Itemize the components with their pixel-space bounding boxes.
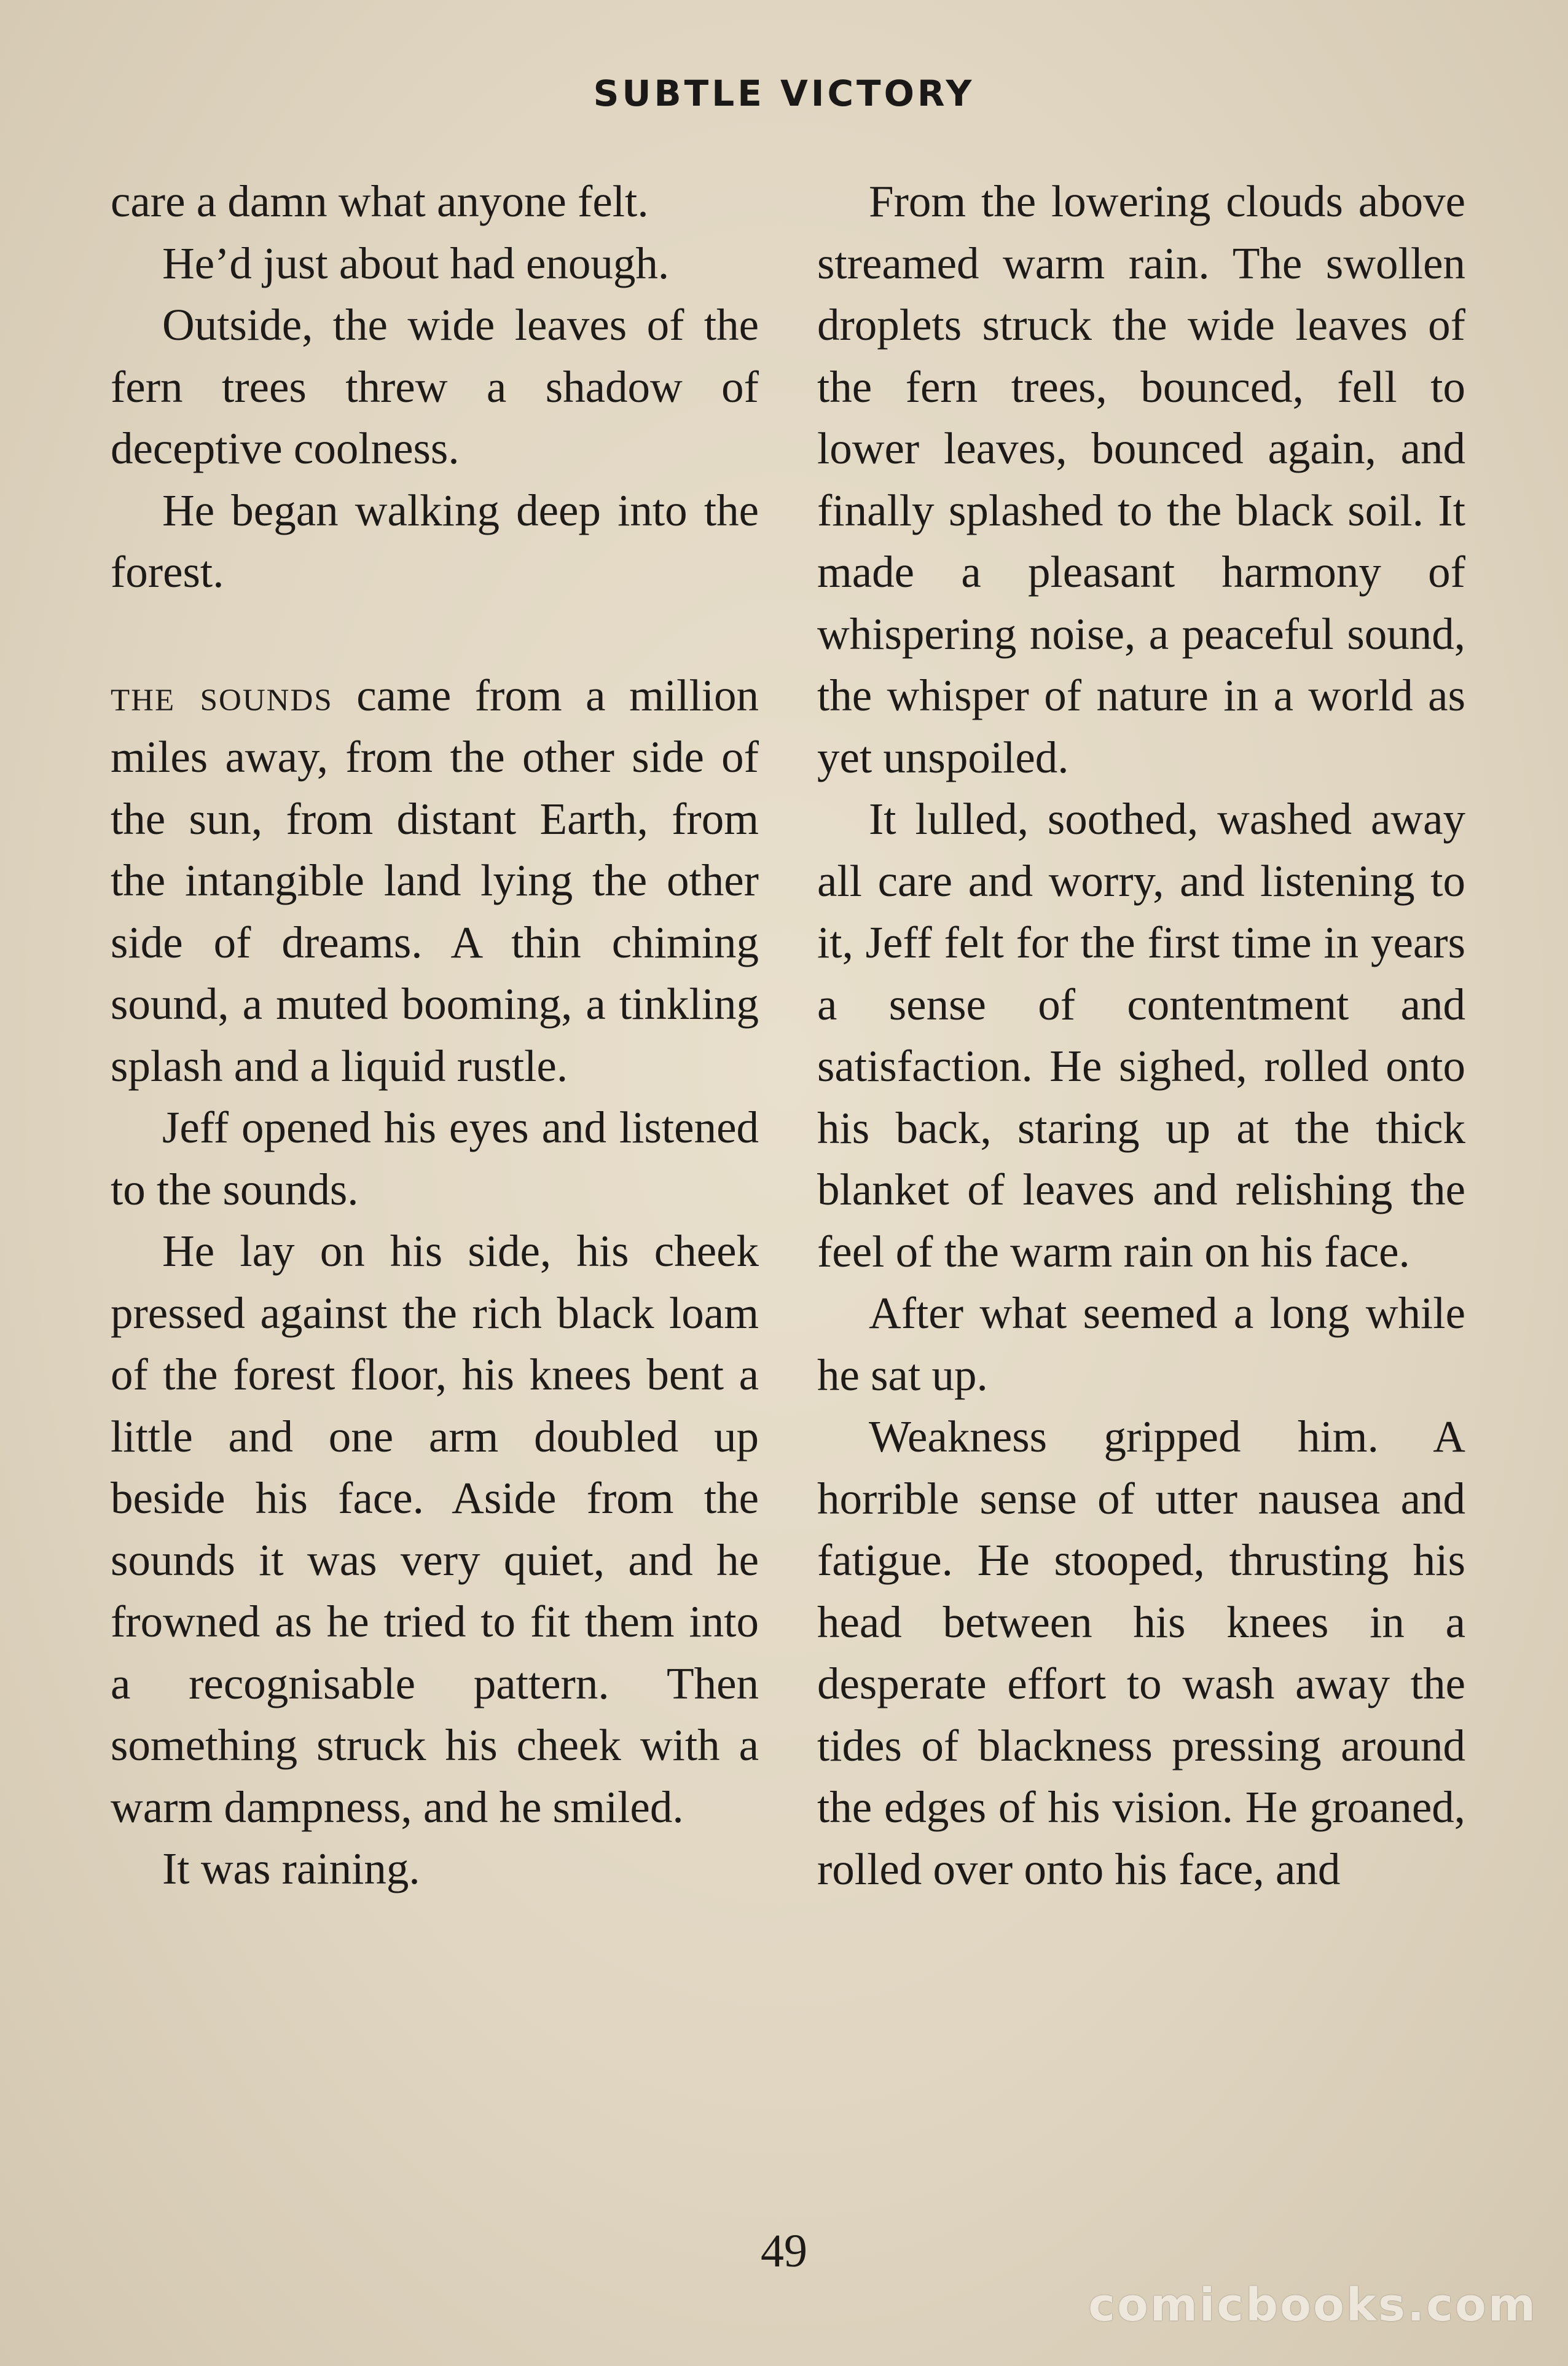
watermark-logo: comicbooks.com — [1088, 2279, 1537, 2332]
paragraph-continued: care a damn what anyone felt. — [111, 176, 649, 226]
paragraph: After what seemed a long while he sat up. — [817, 1288, 1465, 1400]
paragraph: It was raining. — [162, 1844, 420, 1893]
paragraph: Weakness gripped him. A horrible sense of utter nausea and fatigue. He stooped, thrusting his head between his knees in a desperate effort to wash away the tides of blackness pressing around the edges of his vision. He groaned, rolled over onto his face, and — [817, 1412, 1465, 1894]
paragraph: It lulled, soothed, washed away all care and worry, and listening to it, Jeff felt for the first time in years a sense of contentment and satisfaction. He sighed, rolled onto his back, staring up at the thick blanket of leaves and relishing the feel of the warm rain on his face. — [817, 794, 1465, 1276]
paragraph: He lay on his side, his cheek pressed against the rich black loam of the forest floor, his knees bent a little and one arm doubled up beside his face. Aside from the sounds it was very quiet, and he frowned as he tried to fit them into a recognisable pattern. Then something struck his cheek with a warm dampness, and he smiled. — [111, 1226, 759, 1832]
paragraph: Jeff opened his eyes and listened to the sounds. — [111, 1102, 759, 1214]
small-caps-lead: the sounds — [111, 670, 333, 720]
paragraph-text: came from a million miles away, from the other side of the sun, from distant Earth, from the intangible land lying the other side of dreams. A thin chiming sound, a muted booming, a tinkling splash and a liquid rustle. — [111, 670, 759, 1091]
paragraph: From the lowering clouds above streamed warm rain. The swollen droplets struck the wide leaves of the fern trees, bounced, fell to lower leaves, bounced again, and finally splashed to the black soil. It made a pleasant harmony of whispering noise, a peaceful sound, the whisper of nature in a world as yet unspoiled. — [817, 176, 1465, 782]
running-head: SUBTLE VICTORY — [593, 73, 975, 114]
section-opening-paragraph — [111, 665, 759, 1098]
paragraph: He’d just about had enough. — [162, 238, 670, 288]
paragraph: Outside, the wide leaves of the fern trees threw a shadow of deceptive coolness. — [111, 300, 759, 473]
paragraph: He began walking deep into the forest. — [111, 485, 759, 597]
left-column — [111, 171, 759, 1900]
page-number: 49 — [761, 2225, 807, 2277]
right-column — [817, 171, 1465, 1900]
section-break — [111, 603, 759, 665]
